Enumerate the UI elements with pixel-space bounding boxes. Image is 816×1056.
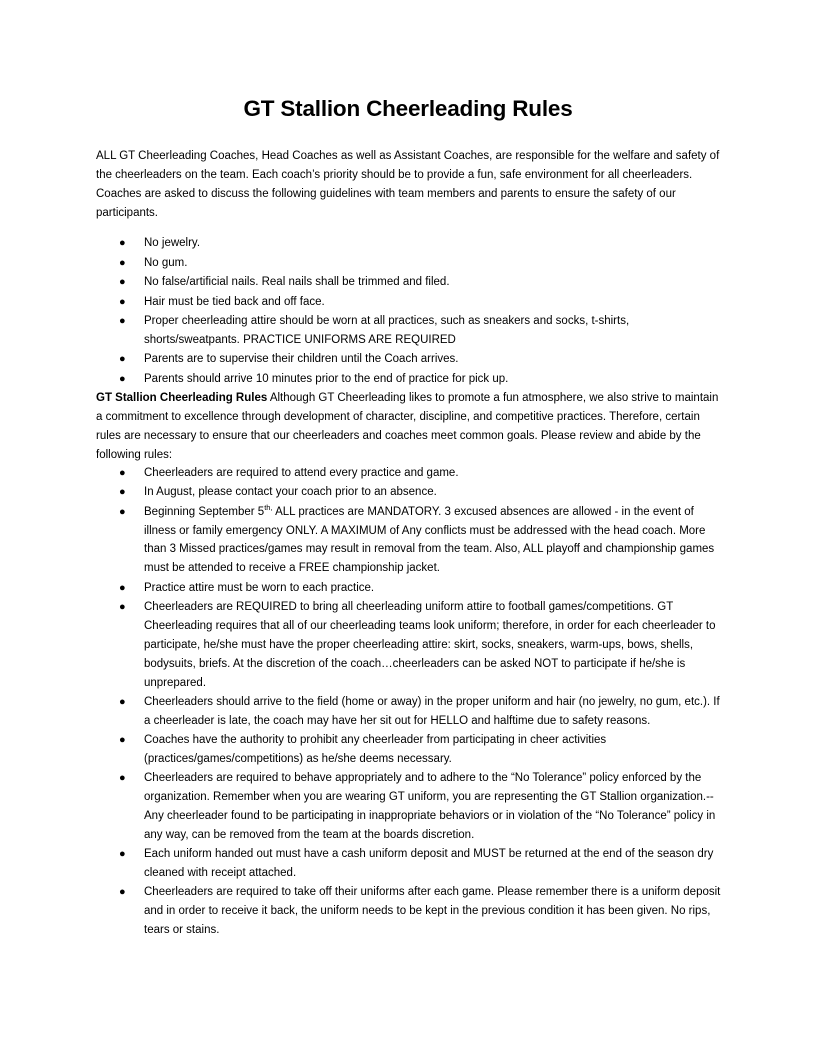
list-item-text: No jewelry. xyxy=(144,237,201,249)
bullet-icon: ● xyxy=(119,467,126,479)
section-text: Although GT Cheerleading likes to promote a fun atmosphere, we also strive to maintain a commitment to excellence through development of character, discipline, and competitive practices. Therefore, certain rules are necessary to ensure that our cheerleaders and coaches meet common goals. Please review and abide by the following rules: xyxy=(96,392,719,461)
list-item-text: Cheerleaders are required to behave appropriately and to adhere to the “No Tolerance” policy enforced by the organization. Remember when you are wearing GT uniform, you are representing the GT Stallion organization.--Any cheerleader found to be participating in inappropriate behaviors or in violation of the “No Tolerance” policy in any way, can be removed from the team at the boards discretion. xyxy=(144,772,716,841)
list-item xyxy=(0,234,816,253)
list-item xyxy=(0,483,816,502)
list-item-text: No gum. xyxy=(144,256,188,269)
list-item-text: Parents are to supervise their children until the Coach arrives. xyxy=(144,353,459,366)
bullet-icon: ● xyxy=(119,372,126,385)
bullet-icon: ● xyxy=(119,505,126,518)
list-item-text: Cheerleaders should arrive to the field (home or away) in the proper uniform and hair (no jewelry, no gum, etc.). If a cheerleader is late, the coach may have her sit out for HELLO and halftime due to safety reasons. xyxy=(144,695,720,727)
rules-intro-paragraph xyxy=(96,389,722,465)
bullet-icon: ● xyxy=(119,276,126,288)
list-item xyxy=(0,464,816,483)
list-item xyxy=(0,312,816,350)
list-item xyxy=(0,254,816,273)
list-item xyxy=(0,769,816,845)
bullet-icon: ● xyxy=(119,295,126,308)
list-item xyxy=(0,293,816,312)
bullet-icon: ● xyxy=(119,486,126,499)
list-item-text: Cheerleaders are required to take off their uniforms after each game. Please remember there is a uniform deposit and in order to receive it back, the uniform needs to be kept in the previous condition it has been given. No rips, tears or stains. xyxy=(144,886,721,937)
team-rules-list xyxy=(0,464,816,941)
list-item-text: In August, please contact your coach prior to an absence. xyxy=(144,486,437,499)
bullet-icon: ● xyxy=(119,315,126,327)
bullet-icon: ● xyxy=(119,772,126,785)
section-heading: GT Stallion Cheerleading Rules xyxy=(96,392,268,404)
superscript-suffix: th, xyxy=(264,502,273,512)
bullet-icon: ● xyxy=(119,237,126,249)
list-item xyxy=(0,503,816,579)
list-item xyxy=(0,598,816,693)
list-item-text: No false/artificial nails. Real nails shall be trimmed and filed. xyxy=(144,276,450,288)
list-item-text-rest: ALL practices are MANDATORY. 3 excused absences are allowed - in the event of illness or family emergency ONLY. A MAXIMUM of Any conflicts must be addressed with the head coach. More than 3 Missed practices/games may result in removal from the team. Also, ALL playoff and championship games must be attended to receive a FREE championship jacket. xyxy=(144,505,715,575)
list-item xyxy=(0,731,816,769)
list-item-text: Hair must be tied back and off face. xyxy=(144,295,325,308)
list-item-text: Proper cheerleading attire should be worn at all practices, such as sneakers and socks, t-shirts, shorts/sweatpants. PRACTICE UNIFORMS ARE REQUIRED xyxy=(144,315,630,346)
bullet-icon: ● xyxy=(119,600,126,613)
list-item xyxy=(0,693,816,731)
bullet-icon: ● xyxy=(119,848,126,861)
bullet-icon: ● xyxy=(119,886,126,899)
bullet-icon: ● xyxy=(119,256,126,269)
list-item-text: Parents should arrive 10 minutes prior to the end of practice for pick up. xyxy=(144,372,509,385)
document-title: GT Stallion Cheerleading Rules xyxy=(243,96,573,121)
list-item xyxy=(0,350,816,369)
bullet-icon: ● xyxy=(119,695,126,708)
list-item xyxy=(0,273,816,292)
list-item xyxy=(0,845,816,883)
bullet-icon: ● xyxy=(119,581,126,594)
list-item xyxy=(0,370,816,389)
intro-paragraph: ALL GT Cheerleading Coaches, Head Coaches as well as Assistant Coaches, are responsible for the welfare and safety of the cheerleaders on the team. Each coach’s priority should be to provide a fun, safe environment for all cheerleaders. Coaches are asked to discuss the following guidelines with team members and parents to ensure the safety of our participants. xyxy=(96,150,720,219)
list-item-text: Coaches have the authority to prohibit any cheerleader from participating in cheer activities (practices/games/competitions) as he/she deems necessary. xyxy=(144,734,607,765)
list-item-text: Each uniform handed out must have a cash uniform deposit and MUST be returned at the end of the season dry cleaned with receipt attached. xyxy=(144,848,714,880)
list-item xyxy=(0,883,816,940)
list-item-text-start: Beginning September 5 xyxy=(144,505,265,518)
list-item-text: Practice attire must be worn to each practice. xyxy=(144,581,375,594)
safety-rules-list xyxy=(0,234,816,389)
bullet-icon: ● xyxy=(119,734,126,747)
list-item xyxy=(0,579,816,598)
list-item-text: Cheerleaders are REQUIRED to bring all cheerleading uniform attire to football games/competitions. GT Cheerleading requires that all of our cheerleading teams look uniform; therefore, in order for each cheerleader to participate, he/she must have the proper cheerleading attire: skirt, socks, sneakers, warm-ups, bows, shells, bodysuits, briefs. At the discretion of the coach…cheerleaders can be asked NOT to participate if he/she is unprepared. xyxy=(144,600,716,689)
bullet-icon: ● xyxy=(119,353,126,366)
list-item-text: Cheerleaders are required to attend every practice and game. xyxy=(144,467,459,479)
